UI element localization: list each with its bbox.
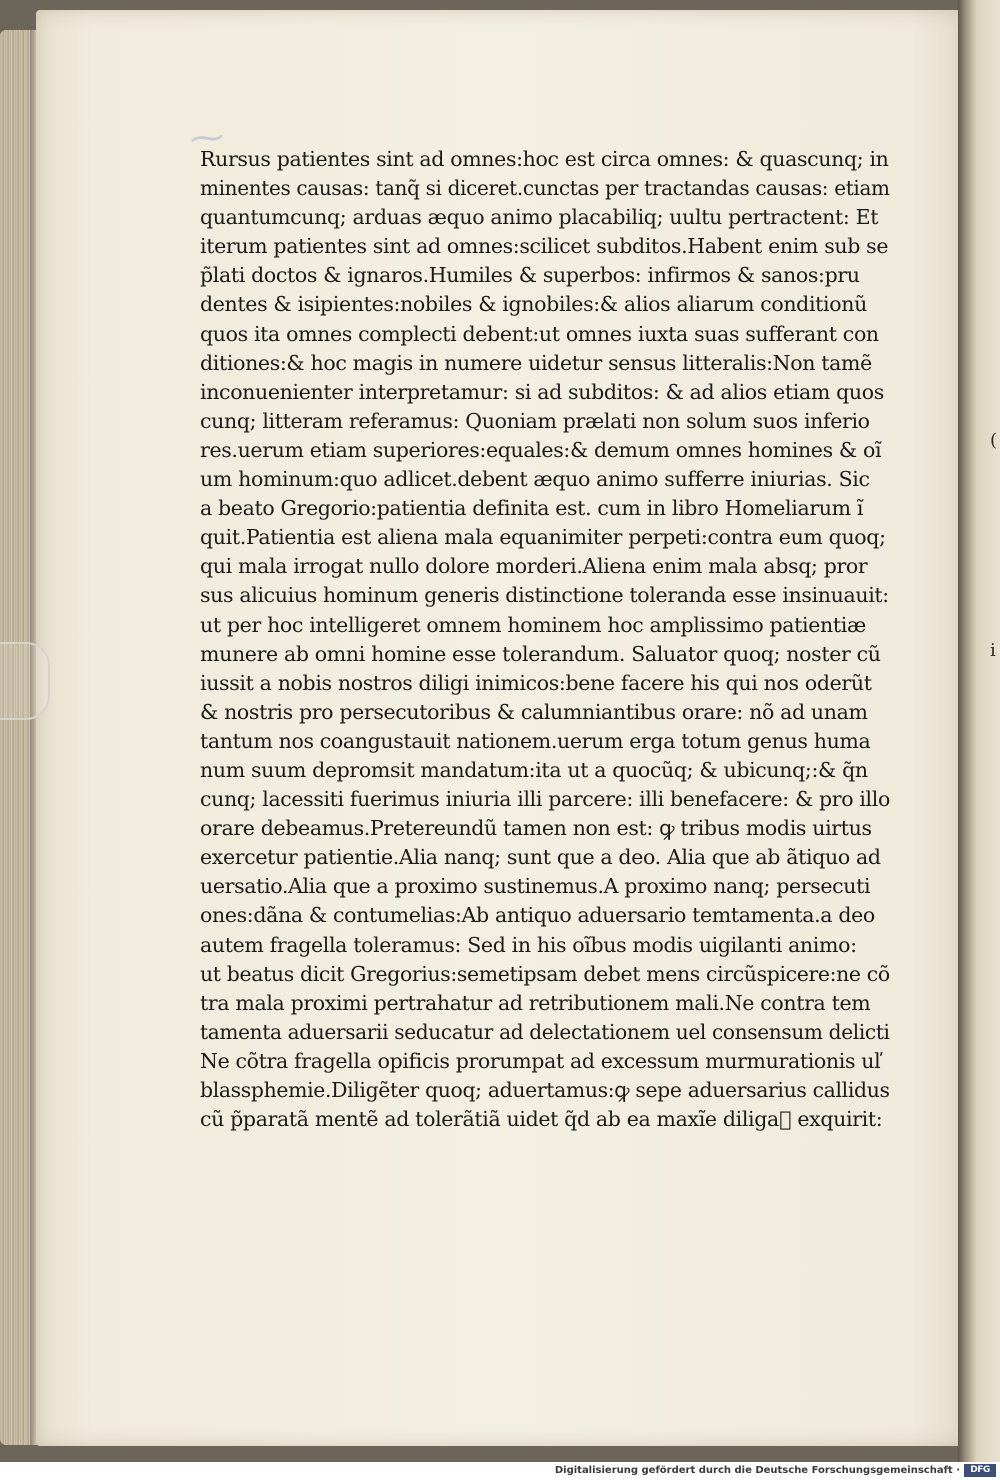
text-line: & nostris pro persecutoribus & calumniantibus orare: nõ ad unam bbox=[200, 699, 868, 724]
text-line: ones:dãna & contumelias:Ab antiquo aduersario temtamenta.a deo bbox=[200, 903, 875, 928]
text-line: quantumcunq; arduas æquo animo placabiliq; uultu pertractent: Et bbox=[200, 205, 879, 230]
text-line: blassphemie.Diligẽter quoq; aduertamus:ꝙ sepe aduersarius callidus bbox=[200, 1078, 890, 1102]
page-edge-stack bbox=[0, 30, 32, 1445]
text-line: ut per hoc intelligeret omnem hominem hoc amplissimo patientiæ bbox=[200, 612, 866, 637]
facing-page-glyph: ( bbox=[990, 430, 998, 451]
bookmark-tab bbox=[0, 642, 50, 720]
text-line: minentes causas: tanq̃ si diceret.cunctas per tractandas causas: etiam bbox=[200, 176, 890, 201]
text-line: cũ p̃paratã mentẽ ad tolerãtiã uidet q̃d ab ea maxĩe diligaᷣ exquirit: bbox=[200, 1107, 883, 1132]
text-line: iterum patientes sint ad omnes:scilicet subditos.Habent enim sub se bbox=[200, 234, 889, 259]
text-line: orare debeamus.Pretereundũ tamen non est: ꝙ tribus modis uirtus bbox=[200, 816, 872, 841]
facing-page-edge bbox=[958, 0, 1000, 1462]
text-line: tamenta aduersarii seducatur ad delectationem uel consensum delicti bbox=[200, 1019, 890, 1044]
text-line: quos ita omnes complecti debent:ut omnes iuxta suas sufferant con bbox=[200, 321, 879, 346]
faint-folio-mark: ⁓ bbox=[188, 116, 226, 160]
text-line: res.uerum etiam superiores:equales:& demum omnes homines & oĩ bbox=[200, 437, 882, 462]
text-line: ditiones:& hoc magis in numere uidetur sensus litteralis:Non tamẽ bbox=[200, 350, 872, 375]
text-line: dentes & isipientes:nobiles & ignobiles:& alios aliarum conditionũ bbox=[200, 292, 867, 317]
text-line: p̃lati doctos & ignaros.Humiles & superbos: infirmos & sanos:pru bbox=[200, 263, 860, 288]
digitization-credit: Digitalisierung gefördert durch die Deutsche Forschungsgemeinschaft · bbox=[554, 1465, 960, 1476]
facing-page-glyph: i bbox=[990, 640, 996, 661]
text-line: Ne cõtra fragella opificis prorumpat ad excessum murmurationis uľ bbox=[200, 1048, 881, 1073]
text-line: cunq; lacessiti fuerimus iniuria illi parcere: illi benefacere: & pro illo bbox=[200, 787, 890, 812]
text-line: cunq; litteram referamus: Quoniam prælati non solum suos inferio bbox=[200, 408, 870, 433]
dfg-logo: DFG bbox=[964, 1464, 996, 1477]
text-line: quit.Patientia est aliena mala equanimiter perpeti:contra eum quoq; bbox=[200, 525, 886, 550]
text-line: uersatio.Alia que a proximo sustinemus.A proximo nanq; persecuti bbox=[200, 874, 871, 899]
text-line: inconuenienter interpretamur: si ad subditos: & ad alios etiam quos bbox=[200, 379, 884, 404]
text-line: iussit a nobis nostros diligi inimicos:bene facere his qui nos oderũt bbox=[200, 670, 872, 695]
text-line: autem fragella toleramus: Sed in his oĩbus modis uigilanti animo: bbox=[200, 932, 857, 957]
text-line: num suum depromsit mandatum:ita ut a quocũq; & ubicunq;:& q̃n bbox=[200, 757, 868, 782]
text-line: exercetur patientie.Alia nanq; sunt que a deo. Alia que ab ãtiquo ad bbox=[200, 845, 881, 870]
text-line: munere ab omni homine esse tolerandum. Saluator quoq; noster cũ bbox=[200, 641, 881, 666]
text-line: tantum nos coangustauit nationem.uerum erga totum genus huma bbox=[200, 728, 871, 753]
text-line: tra mala proximi pertrahatur ad retributionem mali.Ne contra tem bbox=[200, 990, 871, 1015]
text-line: ut beatus dicit Gregorius:semetipsam debet mens circũspicere:ne cõ bbox=[200, 961, 890, 986]
text-line: Rursus patientes sint ad omnes:hoc est circa omnes: & quascunq; in bbox=[200, 147, 889, 171]
text-line: qui mala irrogat nullo dolore morderi.Aliena enim mala absq; pror bbox=[200, 554, 868, 579]
text-line: um hominum:quo adlicet.debent æquo animo sufferre iniurias. Sic bbox=[200, 467, 870, 492]
text-line: a beato Gregorio:patientia definita est. cum in libro Homeliarum ĩ bbox=[200, 496, 864, 521]
page-text-block bbox=[200, 145, 890, 1134]
text-line: sus alicuius hominum generis distinctione toleranda esse insinuauit: bbox=[200, 583, 889, 608]
